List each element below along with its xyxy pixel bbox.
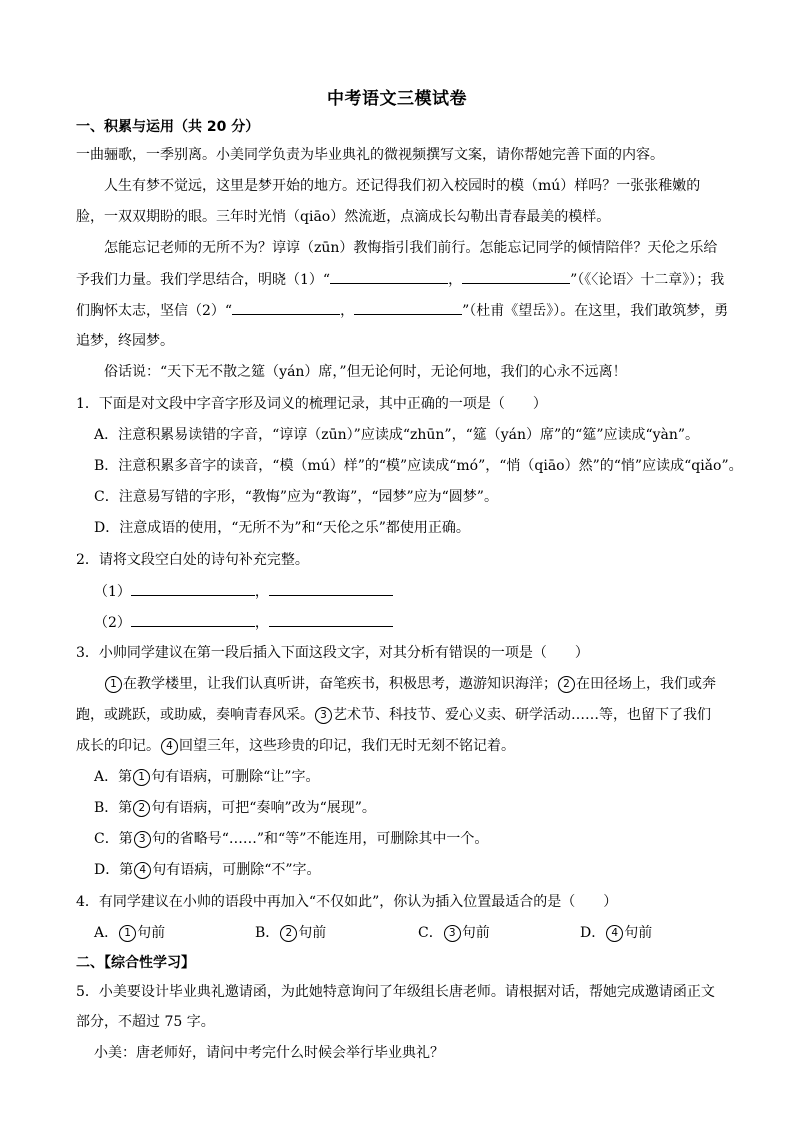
dialog-line: 小美：唐老师好，请问中考完什么时候会举行毕业典礼？ xyxy=(94,1045,444,1061)
item-number: （1） xyxy=(94,584,131,600)
option-label: C． xyxy=(418,925,443,941)
section-heading-1: 一、积累与运用（共 20 分） xyxy=(76,119,260,135)
q4-option-b[interactable] xyxy=(255,923,326,943)
circled-number-icon: 3 xyxy=(444,925,461,942)
q1-option-c[interactable]: C．注意易写错的字形，“教悔”应为“教诲”，“园梦”应为“圆梦”。 xyxy=(94,489,498,505)
intro-text: 一曲骊歌，一季别离。小美同学负责为毕业典礼的微视频撰写文案，请你帮她完善下面的内容。 xyxy=(76,147,664,163)
section-heading-2: 二、【综合性学习】 xyxy=(76,955,195,971)
q3-passage-line xyxy=(76,736,515,756)
circled-number-icon: 4 xyxy=(134,862,151,879)
circled-number-icon: 4 xyxy=(606,925,623,942)
circled-number-icon: 1 xyxy=(105,676,122,693)
circled-number-icon: 2 xyxy=(133,800,150,817)
sentence-text: 回望三年，这些珍贵的印记，我们无时无刻不铭记着。 xyxy=(179,738,515,754)
option-label: A． xyxy=(94,925,119,941)
option-label: C．第 xyxy=(94,831,133,847)
passage-text: 们胸怀太志，坚信（2）“ xyxy=(76,303,233,319)
q1-option-b[interactable]: B．注意积累多音字的读音，“模（mú）样”的“模”应读成“mó”，“悄（qiāo）然”的“悄”应读成“qiǎo”。 xyxy=(94,458,743,474)
option-label: D．第 xyxy=(94,862,134,878)
blank-separator: ， xyxy=(254,584,269,600)
option-label: B． xyxy=(255,925,280,941)
q2-answer-line-1 xyxy=(94,581,393,602)
passage-line: 脸，一双双期盼的眼。三年时光悄（qiāo）然流逝，点滴成长勾勒出青春最美的模样。 xyxy=(76,209,611,225)
page-title: 中考语文三模试卷 xyxy=(327,89,467,109)
q3-passage-line xyxy=(76,705,711,725)
circled-number-icon: 3 xyxy=(134,831,151,848)
fill-blank[interactable] xyxy=(269,612,393,627)
question-1-stem: 1．下面是对文段中字音字形及词义的梳理记录，其中正确的一项是（ ） xyxy=(76,396,547,412)
q3-option-d[interactable] xyxy=(94,860,321,880)
question-4-stem: 4．有同学建议在小帅的语段中再加入“不仅如此”，你认为插入位置最适合的是（ ） xyxy=(76,894,618,910)
q4-option-c[interactable] xyxy=(418,923,490,943)
blank-separator: ， xyxy=(254,615,269,631)
passage-text: ”（杜甫《望岳》）。在这里，我们敢筑梦，勇 xyxy=(462,303,729,319)
option-text: 句前 xyxy=(137,925,166,941)
option-text: 句有语病，可删除“让”字。 xyxy=(151,769,320,785)
q3-passage-line xyxy=(104,674,716,694)
q2-answer-line-2 xyxy=(94,612,393,633)
q3-option-a[interactable] xyxy=(94,767,319,787)
passage-line: 追梦，终园梦。 xyxy=(76,333,174,349)
passage-line-with-blanks xyxy=(76,269,724,290)
circled-number-icon: 2 xyxy=(558,676,575,693)
fill-blank[interactable] xyxy=(269,581,393,596)
option-text: 句前 xyxy=(298,925,327,941)
sentence-text: 在田径场上，我们或奔 xyxy=(576,676,716,692)
blank-separator: ， xyxy=(340,303,355,319)
fill-blank[interactable] xyxy=(232,300,340,315)
passage-text: ”（《〈论语〉十二章》）；我 xyxy=(570,272,725,288)
q4-option-a[interactable] xyxy=(94,923,165,943)
fill-blank[interactable] xyxy=(330,269,448,284)
question-3-stem: 3．小帅同学建议在第一段后插入下面这段文字，对其分析有错误的一项是（ ） xyxy=(76,645,589,661)
option-label: B．第 xyxy=(94,800,133,816)
option-text: 句有语病，可把“奏响”改为“展现”。 xyxy=(151,800,376,816)
question-5-stem: 5．小美要设计毕业典礼邀请函，为此她特意询问了年级组长唐老师。请根据对话，帮她完成邀请函正文 xyxy=(76,984,715,1000)
circled-number-icon: 1 xyxy=(119,925,136,942)
q1-option-a[interactable]: A．注意积累易读错的字音，“谆谆（zūn）”应读成“zhūn”，“筵（yán）席”的“筵”应读成“yàn”。 xyxy=(94,427,700,443)
sentence-text: 在教学楼里，让我们认真听讲，奋笔疾书，积极思考，遨游知识海洋； xyxy=(123,676,557,692)
option-label: A．第 xyxy=(94,769,133,785)
passage-text: 予我们力量。我们学思结合，明晓（1）“ xyxy=(76,272,331,288)
fill-blank[interactable] xyxy=(131,581,255,596)
q3-option-c[interactable] xyxy=(94,829,488,849)
fill-blank[interactable] xyxy=(131,612,255,627)
q3-option-b[interactable] xyxy=(94,798,376,818)
question-2-stem: 2．请将文段空白处的诗句补充完整。 xyxy=(76,552,309,568)
sentence-text: 艺术节、科技节、爱心义卖、研学活动……等，也留下了我们 xyxy=(333,707,711,723)
circled-number-icon: 1 xyxy=(133,769,150,786)
circled-number-icon: 4 xyxy=(161,738,178,755)
q4-option-d[interactable] xyxy=(580,923,652,943)
sentence-text: 跑，或跳跃，或助威，奏响青春风采。 xyxy=(76,707,314,723)
passage-line: 人生有梦不觉远，这里是梦开始的地方。还记得我们初入校园时的模（mú）样吗？一张张稚嫩的 xyxy=(104,178,701,194)
question-5-stem: 部分，不超过 75 字。 xyxy=(76,1014,215,1030)
passage-line: 怎能忘记老师的无所不为？谆谆（zūn）教悔指引我们前行。怎能忘记同学的倾情陪伴？天伦之乐给 xyxy=(104,240,718,256)
item-number: （2） xyxy=(94,615,131,631)
circled-number-icon: 3 xyxy=(315,707,332,724)
blank-separator: ， xyxy=(448,272,463,288)
option-label: D． xyxy=(580,925,606,941)
option-text: 句前 xyxy=(461,925,490,941)
q1-option-d[interactable]: D．注意成语的使用，“无所不为”和“天伦之乐”都使用正确。 xyxy=(94,520,470,536)
fill-blank[interactable] xyxy=(462,269,570,284)
fill-blank[interactable] xyxy=(354,300,462,315)
circled-number-icon: 2 xyxy=(280,925,297,942)
option-text: 句前 xyxy=(624,925,653,941)
option-text: 句的省略号“……”和“等”不能连用，可删除其中一个。 xyxy=(151,831,489,847)
passage-line-with-blanks xyxy=(76,300,728,321)
option-text: 句有语病，可删除“不”字。 xyxy=(152,862,321,878)
sentence-text: 成长的印记。 xyxy=(76,738,160,754)
passage-line: 俗话说：“天下无不散之筵（yán）席，”但无论何时，无论何地，我们的心永不远离！ xyxy=(104,364,627,380)
